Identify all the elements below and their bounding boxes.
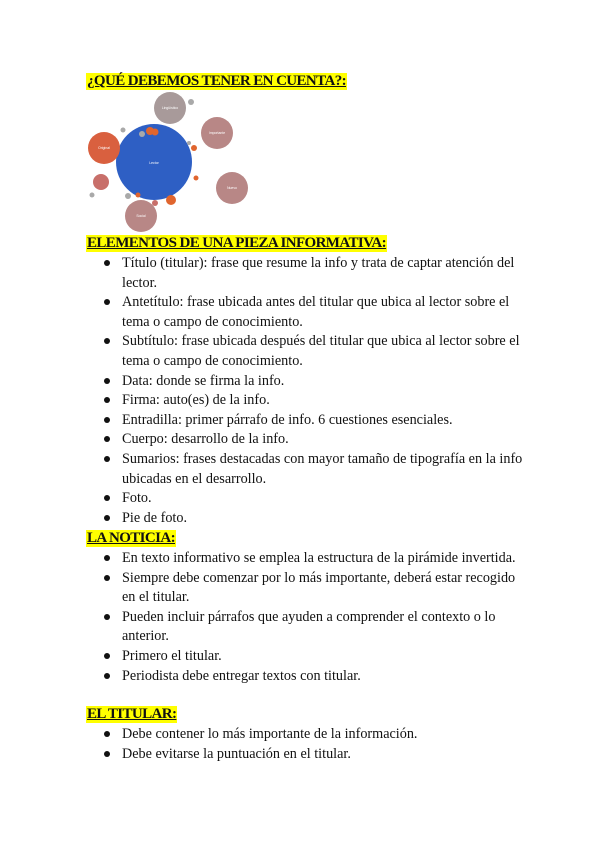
diagram-node-label: Lingüístico xyxy=(161,106,179,110)
list-item: Pueden incluir párrafos que ayuden a comprender el contexto o lo anterior. xyxy=(104,608,524,647)
diagram-dot xyxy=(194,176,199,181)
titular-list xyxy=(104,725,524,764)
list-item: Periodista debe entregar textos con titular. xyxy=(104,667,524,687)
list-item: Sumarios: frases destacadas con mayor tamaño de tipografía en la info ubicadas en el desarrollo. xyxy=(104,450,524,489)
list-item: Siempre debe comenzar por lo más importante, deberá estar recogido en el titular. xyxy=(104,569,524,608)
list-item: Título (titular): frase que resume la info y trata de captar atención del lector. xyxy=(104,254,524,293)
noticia-list xyxy=(104,549,524,686)
list-item: Subtítulo: frase ubicada después del titular que ubica al lector sobre el tema o campo de conocimiento. xyxy=(104,332,524,371)
bubble-diagram xyxy=(84,92,254,237)
diagram-dot xyxy=(188,99,194,105)
diagram-node-label: Social xyxy=(136,214,146,218)
list-item: Foto. xyxy=(104,489,524,509)
diagram-node-label: Nuevo xyxy=(227,186,237,190)
diagram-node-label: Importante xyxy=(208,131,226,135)
diagram-dot xyxy=(125,193,131,199)
list-item: Cuerpo: desarrollo de la info. xyxy=(104,430,524,450)
diagram-dot xyxy=(187,141,191,145)
list-item: Entradilla: primer párrafo de info. 6 cuestiones esenciales. xyxy=(104,411,524,431)
diagram-dot xyxy=(152,200,158,206)
diagram-dot xyxy=(90,193,95,198)
list-item: Data: donde se firma la info. xyxy=(104,372,524,392)
diagram-dot xyxy=(136,193,141,198)
list-item: Debe evitarse la puntuación en el titular. xyxy=(104,745,524,765)
diagram-dot xyxy=(152,129,159,136)
list-item: Debe contener lo más importante de la información. xyxy=(104,725,524,745)
heading-elementos: ELEMENTOS DE UNA PIEZA INFORMATIVA: xyxy=(87,235,387,251)
diagram-dot xyxy=(166,195,176,205)
list-item: Pie de foto. xyxy=(104,509,524,529)
heading-la-noticia: LA NOTICIA: xyxy=(87,530,175,546)
diagram-dot xyxy=(121,128,126,133)
diagram-dot xyxy=(93,174,109,190)
list-item: Primero el titular. xyxy=(104,647,524,667)
heading-que-debemos: ¿QUÉ DEBEMOS TENER EN CUENTA?: xyxy=(87,73,346,89)
diagram-node-label: Original xyxy=(98,146,110,150)
diagram-center-label: Lector xyxy=(149,161,159,165)
heading-el-titular: EL TITULAR: xyxy=(87,706,177,722)
diagram-dot xyxy=(139,131,145,137)
elementos-list xyxy=(104,254,524,528)
list-item: En texto informativo se emplea la estructura de la pirámide invertida. xyxy=(104,549,524,569)
diagram-dot xyxy=(191,145,197,151)
list-item: Antetítulo: frase ubicada antes del titular que ubica al lector sobre el tema o campo de conocimiento. xyxy=(104,293,524,332)
list-item: Firma: auto(es) de la info. xyxy=(104,391,524,411)
